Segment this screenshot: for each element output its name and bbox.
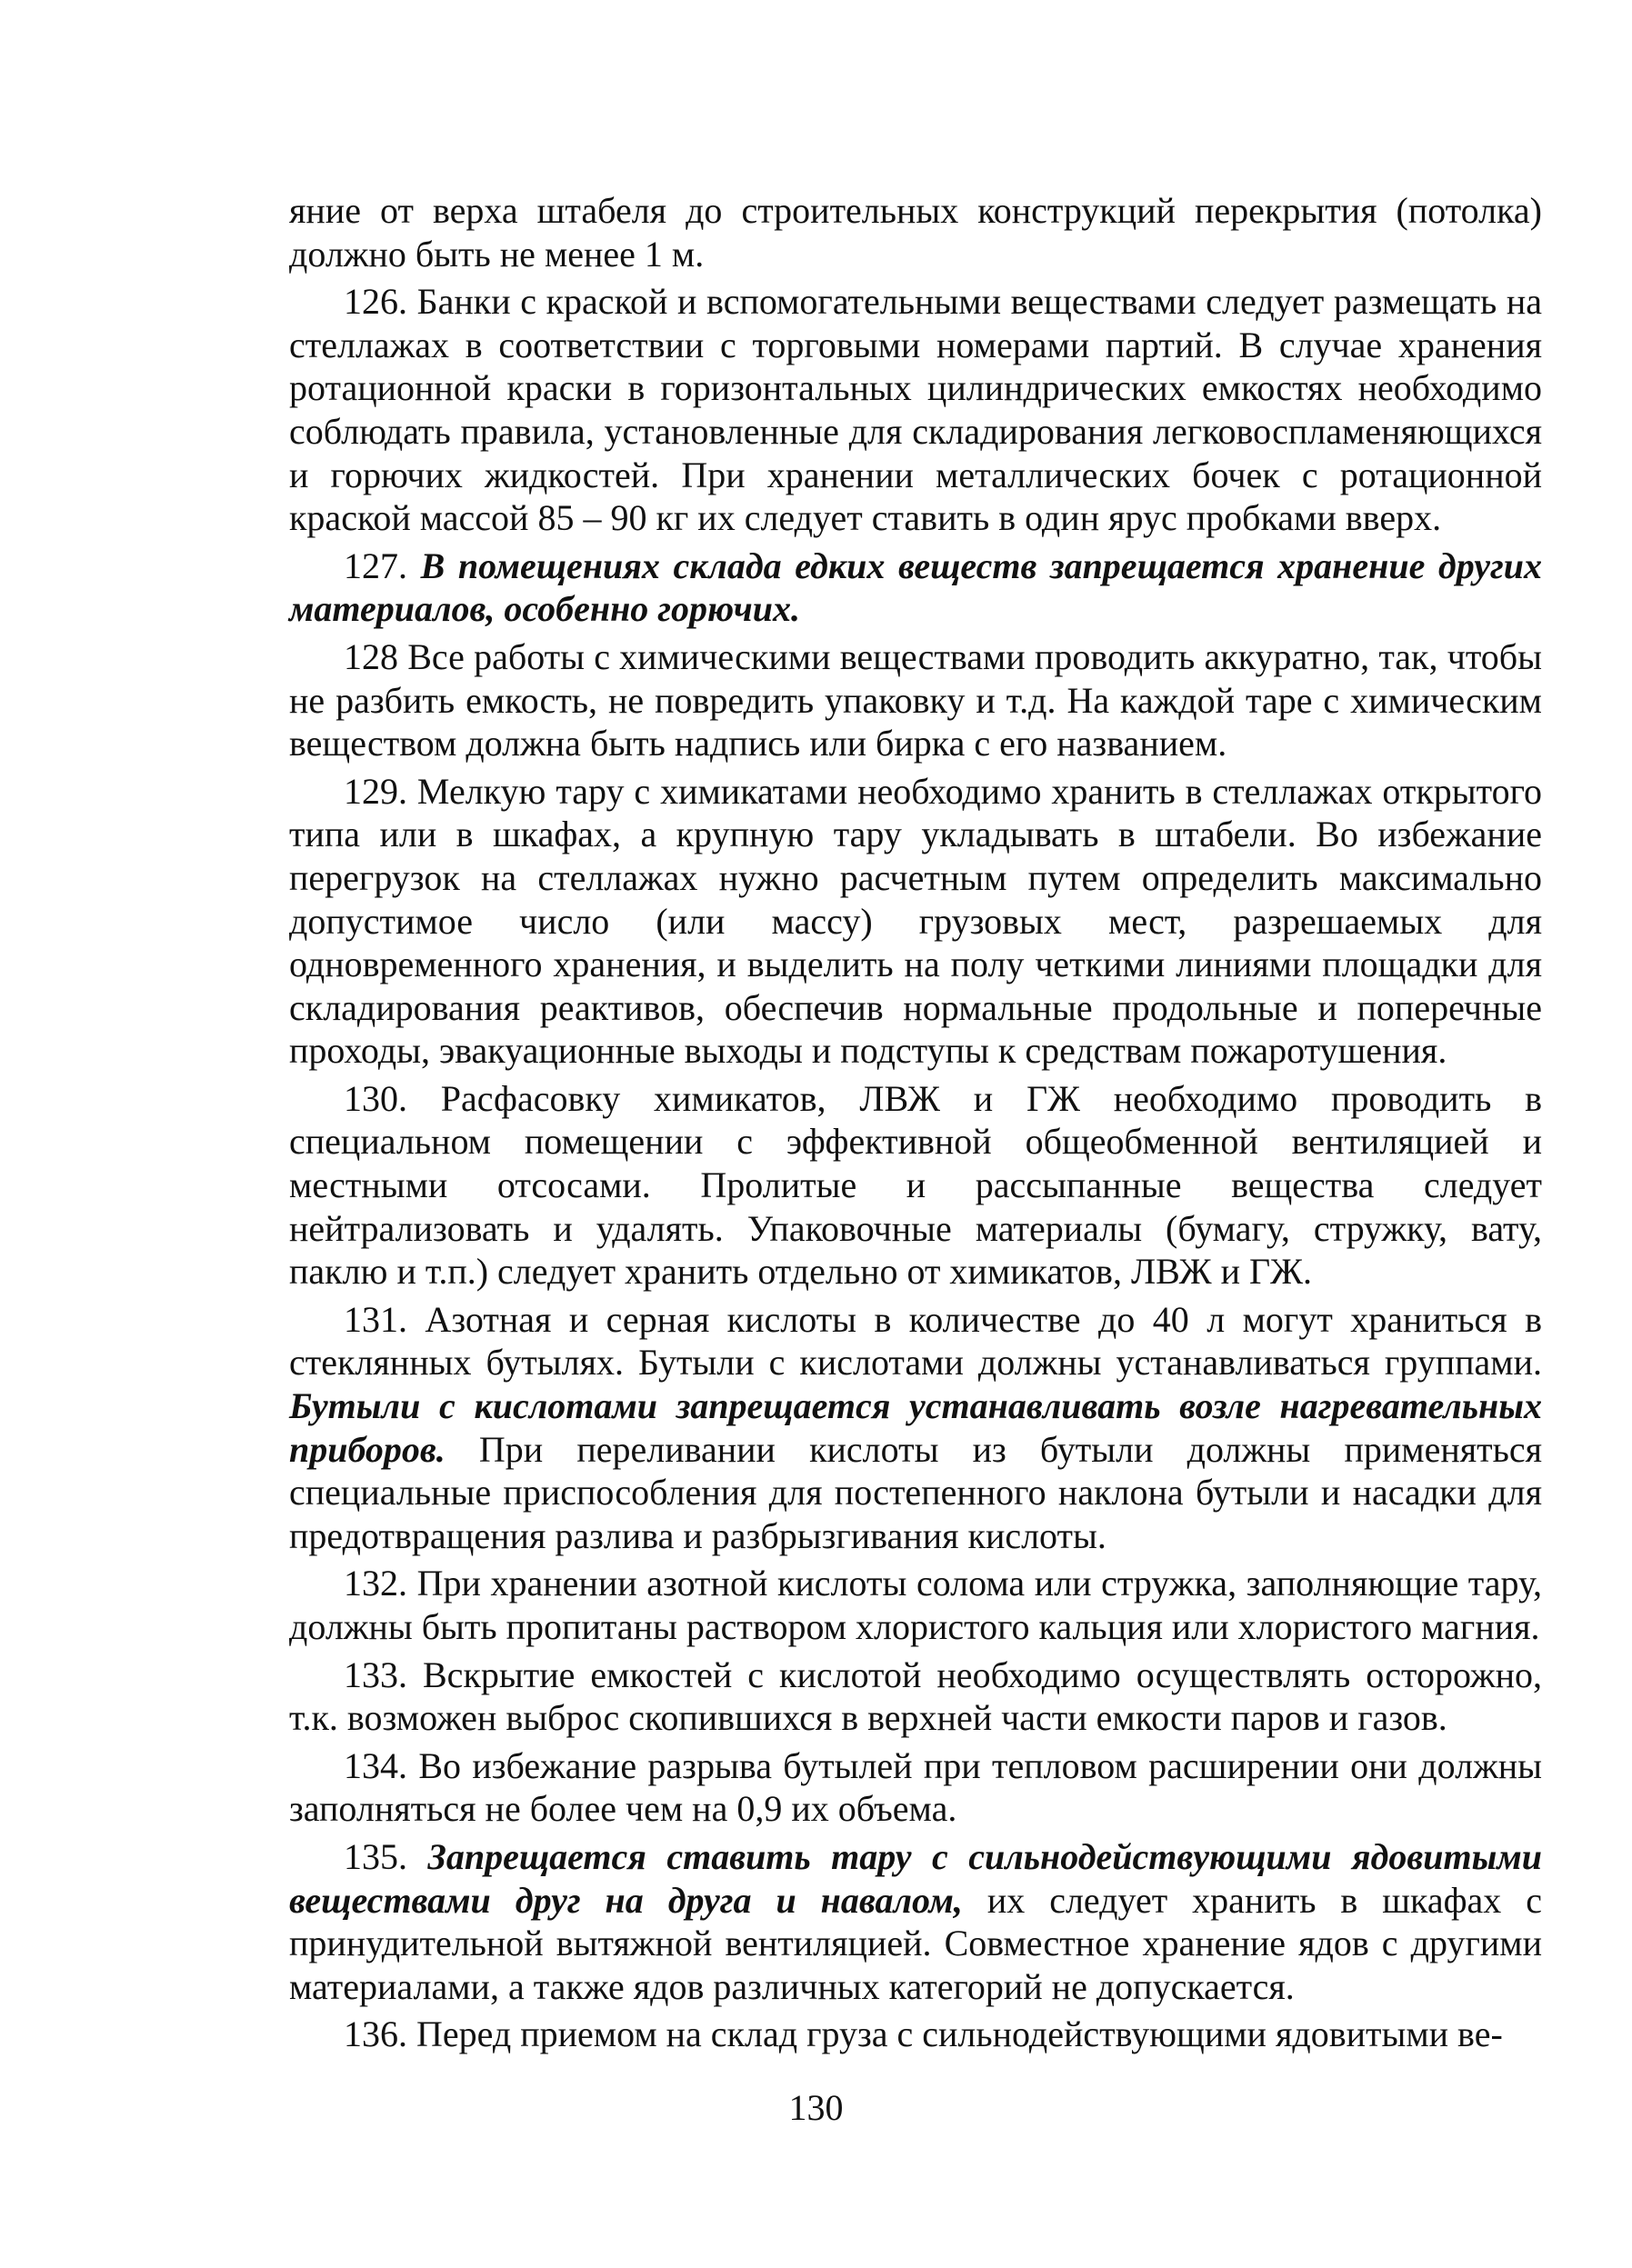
paragraph-text: 135. (344, 1835, 428, 1877)
page-body (289, 189, 1542, 2061)
emphasized-text: Бутыли с кислотами запрещается устанавливать возле нагревательных приборов. (289, 1385, 1542, 1470)
paragraph-133 (289, 1654, 1542, 1740)
paragraph-text: 132. При хранении азотной кислоты солома или стружка, заполняющие тару, должны быть пропитаны раствором хлористого кальция или хлористого магния. (289, 1563, 1542, 1647)
paragraph-text: 126. Банки с краской и вспомогательными веществами следует размещать на стеллажах в соответствии с торговыми номерами партий. В случае хранения ротационной краски в горизонтальных цилиндрических емкостях необходимо соблюдать правила, установленные для складирования легковоспламеняющихся и горючих жидкостей. При хранении металлических бочек с ротационной краской массой 85 – 90 кг их следует ставить в один ярус пробками вверх. (289, 281, 1542, 539)
paragraph-text: 134. Во избежание разрыва бутылей при тепловом расширении они должны заполняться не более чем на 0,9 их объема. (289, 1744, 1542, 1830)
paragraph-text: 129. Мелкую тару с химикатами необходимо хранить в стеллажах открытого типа или в шкафах, а крупную тару укладывать в штабели. Во избежание перегрузок на стеллажах нужно расчетным путем определить максимально допустимое число (или массу) грузовых мест, разрешаемых для одновременного хранения, и выделить на полу четкими линиями площадки для складирования реактивов, обеспечив нормальные продольные и поперечные проходы, эвакуационные выходы и подступы к средствам пожаротушения. (289, 770, 1542, 1072)
emphasized-text: В помещениях склада едких веществ запрещается хранение других материалов, особенно горючих. (289, 545, 1543, 630)
paragraph-text: 128 Все работы с химическими веществами проводить аккуратно, так, чтобы не разбить емкость, не повредить упаковку и т.д. На каждой таре с химическим веществом должна быть надпись или бирка с его названием. (289, 635, 1542, 764)
paragraph-127 (289, 545, 1542, 631)
paragraph-131 (289, 1298, 1542, 1558)
paragraph-129 (289, 770, 1542, 1073)
paragraph-text: При переливании кислоты из бутыли должны применяться специальные приспособления для постепенного наклона бутыли и насадки для предотвращения разлива и разбрызгивания кислоты. (289, 1428, 1542, 1556)
paragraph-135 (289, 1835, 1542, 2008)
paragraph-134 (289, 1744, 1542, 1831)
paragraph-136 (289, 2013, 1542, 2056)
paragraph-text: 133. Вскрытие емкостей с кислотой необходимо осуществлять осторожно, т.к. возможен выброс скопившихся в верхней части емкости паров и газов. (289, 1654, 1542, 1739)
paragraph-cont (289, 189, 1542, 275)
paragraph-text: 136. Перед приемом на склад груза с сильнодействующими ядовитыми ве- (344, 2013, 1503, 2055)
paragraph-text: их следует хранить в шкафах с принудительной вытяжной вентиляцией. Совместное хранение ядов с другими материалами, а также ядов различных категорий не допускается. (289, 1879, 1543, 2007)
paragraph-132 (289, 1562, 1542, 1648)
paragraph-text: 127. (344, 545, 421, 586)
paragraph-130 (289, 1077, 1542, 1294)
page-number: 130 (788, 2087, 844, 2128)
paragraph-128 (289, 635, 1542, 765)
paragraph-text: 130. Расфасовку химикатов, ЛВЖ и ГЖ необходимо проводить в специальном помещении с эффективной общеобменной вентиляцией и местными отсосами. Пролитые и рассыпанные вещества следует нейтрализовать и удалять. Упаковочные материалы (бумагу, стружку, вату, паклю и т.п.) следует хранить отдельно от химикатов, ЛВЖ и ГЖ. (289, 1077, 1542, 1293)
paragraph-text: 131. Азотная и серная кислоты в количестве до 40 л могут храниться в стеклянных бутылях. Бутыли с кислотами должны устанавливаться группами. (289, 1298, 1542, 1384)
paragraph-126 (289, 280, 1542, 540)
emphasized-text: Запрещается ставить тару с сильнодействующими ядовитыми веществами друг на друга и навалом, (289, 1835, 1543, 1921)
paragraph-text: яние от верха штабеля до строительных конструкций перекрытия (потолка) должно быть не менее 1 м. (289, 190, 1542, 275)
